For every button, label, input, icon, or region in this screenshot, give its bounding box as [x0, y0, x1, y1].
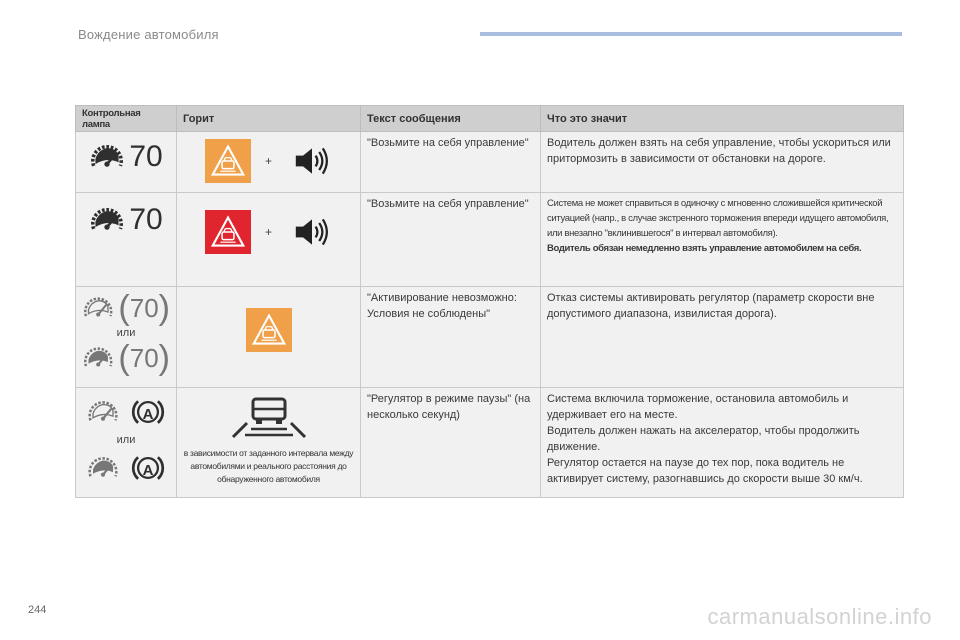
indicator-table	[75, 105, 904, 498]
column-header: Горит	[177, 106, 361, 132]
speedometer-grey-icon	[82, 343, 114, 373]
speedometer-outline-icon	[86, 397, 120, 427]
or-label: или	[116, 327, 136, 339]
column-header: Текст сообщения	[361, 106, 541, 132]
page-number: 244	[28, 604, 47, 616]
message-cell	[361, 388, 541, 498]
lamp-cell	[76, 132, 177, 193]
message-text: "Активирование невозможно: Условия не соблюдены"	[367, 292, 517, 320]
speedometer-outline-icon	[82, 293, 114, 323]
plus-sign: +	[265, 225, 273, 239]
speed-limit-outline: ( 70 )	[118, 339, 170, 377]
lit-cell	[177, 287, 361, 388]
lit-note: в зависимости от заданного интервала между автомобилями и реального расстояния до обнаруженного автомобиля	[183, 448, 354, 484]
meaning-cell	[541, 388, 904, 498]
red-warning-icon	[205, 210, 251, 254]
meaning-cell	[541, 193, 904, 287]
lit-cell	[177, 193, 361, 287]
meaning-bold-text: Водитель обязан немедленно взять управление автомобилем на себя.	[547, 243, 862, 254]
a-letter: A	[142, 406, 154, 423]
a-letter: A	[142, 462, 154, 479]
speaker-icon	[294, 146, 330, 176]
table-header-row	[76, 106, 904, 132]
meaning-cell	[541, 287, 904, 388]
speaker-icon	[294, 217, 330, 247]
message-cell	[361, 287, 541, 388]
or-label: или	[116, 434, 136, 446]
message-text: "Возьмите на себя управление"	[367, 137, 529, 149]
lamp-cell	[76, 193, 177, 287]
message-cell	[361, 193, 541, 287]
meaning-line: Водитель должен нажать на акселератор, чтобы продолжить движение.	[547, 425, 860, 453]
car-distance-icon	[229, 393, 309, 441]
lamp-cell	[76, 388, 177, 498]
table-row	[76, 132, 904, 193]
page-section-title: Вождение автомобиля	[78, 27, 219, 42]
meaning-text: Водитель должен взять на себя управление, чтобы ускориться или притормозить в зависимости от обстановки на дороге.	[547, 137, 891, 165]
meaning-line: Система включила торможение, остановила автомобиль и удерживает его на месте.	[547, 393, 849, 421]
message-text: "Возьмите на себя управление"	[367, 198, 529, 210]
speed-value: 70	[129, 203, 163, 236]
column-header: Что это значит	[541, 106, 904, 132]
table-row	[76, 287, 904, 388]
lit-cell	[177, 388, 361, 498]
meaning-cell	[541, 132, 904, 193]
column-header: Контрольная лампа	[76, 106, 177, 132]
meaning-text: Отказ системы активировать регулятор (параметр скорости вне допустимого диапазона, извилистая дорога).	[547, 292, 875, 320]
table-row	[76, 388, 904, 498]
orange-warning-icon	[246, 308, 292, 352]
plus-sign: +	[265, 154, 273, 168]
speedometer-grey-icon	[86, 453, 120, 483]
meaning-text: Система не может справиться в одиночку с мгновенно сложившейся критической ситуацией (напр., в случае экстренного торможения впереди идущего автомобиля, или внезапно "вклинившегося" в интервал автомобиля).	[547, 198, 889, 239]
speed-value: 70	[129, 343, 159, 373]
meaning-line: Регулятор остается на паузе до тех пор, пока водитель не активирует систему, разогнавшись до скорости выше 30 км/ч.	[547, 457, 863, 485]
lit-cell	[177, 132, 361, 193]
watermark: carmanualsonline.info	[707, 604, 932, 629]
adaptive-cruise-icon	[130, 394, 166, 430]
speed-value: 70	[129, 140, 163, 173]
adaptive-cruise-icon	[130, 450, 166, 486]
speedometer-icon	[89, 141, 125, 173]
table-row	[76, 193, 904, 287]
orange-warning-icon	[205, 139, 251, 183]
speed-value: 70	[129, 293, 159, 323]
speed-limit-outline: ( 70 )	[118, 289, 170, 327]
speedometer-icon	[89, 204, 125, 236]
message-cell	[361, 132, 541, 193]
header-accent-bar	[480, 32, 902, 36]
lamp-cell	[76, 287, 177, 388]
message-text: "Регулятор в режиме паузы" (на несколько секунд)	[367, 393, 531, 421]
